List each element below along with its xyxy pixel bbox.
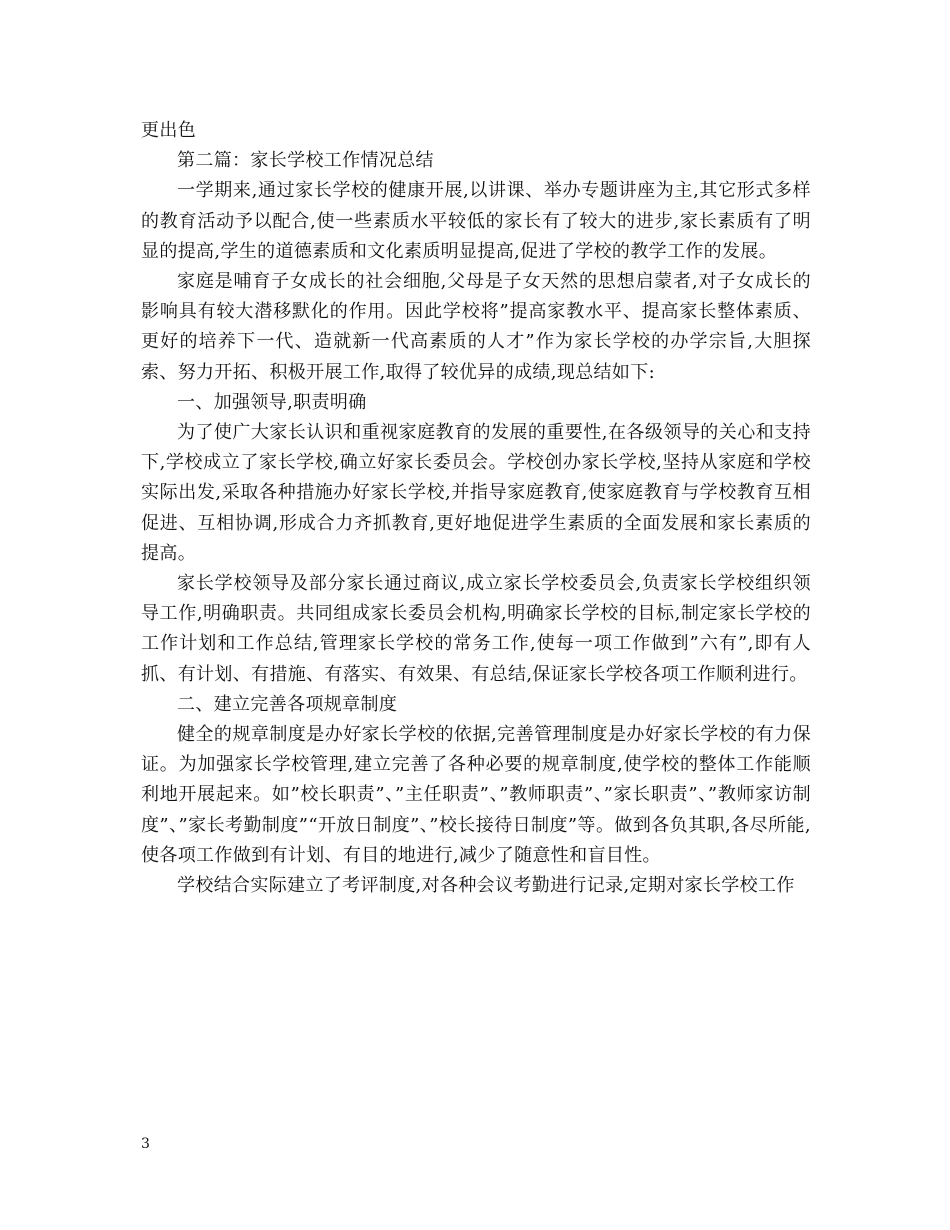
section-heading: 一、加强领导,职责明确	[177, 391, 367, 413]
paragraph: 学校结合实际建立了考评制度,对各种会议考勤进行记录,定期对家长学校工作	[177, 875, 795, 897]
paragraph-continuation: 更出色	[141, 120, 197, 141]
document-body	[141, 116, 811, 901]
paragraph: 为了使广大家长认识和重视家庭教育的发展的重要性,在各级领导的关心和支持下,学校成立了家长学校,确立好家长委员会。学校创办家长学校,坚持从家庭和学校实际出发,采取各种措施办好家长学校,并指导家庭教育,使家庭教育与学校教育互相促进、互相协调,形成合力齐抓教育,更好地促进学生素质的全面发展和家长素质的提高。	[141, 422, 811, 564]
page-number: 3	[141, 1136, 150, 1152]
section-title: 第二篇：家长学校工作情况总结	[177, 150, 434, 172]
paragraph: 健全的规章制度是办好家长学校的依据,完善管理制度是办好家长学校的有力保证。为加强家长学校管理,建立完善了各种必要的规章制度,使学校的整体工作能顺利地开展起来。如”校长职责”、”主任职责”、”教师职责”、”家长职责”、”教师家访制度”、”家长考勤制度”“开放日制度”、”校长接待日制度”等。做到各负其职,各尽所能,使各项工作做到有计划、有目的地进行,减少了随意性和盲目性。	[141, 724, 811, 866]
section-heading: 二、建立完善各项规章制度	[177, 693, 398, 715]
paragraph: 家长学校领导及部分家长通过商议,成立家长学校委员会,负责家长学校组织领导工作,明确职责。共同组成家长委员会机构,明确家长学校的目标,制定家长学校的工作计划和工作总结,管理家长学校的常务工作,使每一项工作做到”六有”,即有人抓、有计划、有措施、有落实、有效果、有总结,保证家长学校各项工作顺利进行。	[141, 573, 811, 685]
paragraph: 家庭是哺育子女成长的社会细胞,父母是子女天然的思想启蒙者,对子女成长的影响具有较大潜移默化的作用。因此学校将”提高家教水平、提高家长整体素质、更好的培养下一代、造就新一代高素质的人才”作为家长学校的办学宗旨,大胆探索、努力开拓、积极开展工作,取得了较优异的成绩,现总结如下:	[141, 271, 811, 383]
paragraph: 一学期来,通过家长学校的健康开展,以讲课、举办专题讲座为主,其它形式多样的教育活动予以配合,使一些素质水平较低的家长有了较大的进步,家长素质有了明显的提高,学生的道德素质和文化素质明显提高,促进了学校的教学工作的发展。	[141, 180, 811, 262]
